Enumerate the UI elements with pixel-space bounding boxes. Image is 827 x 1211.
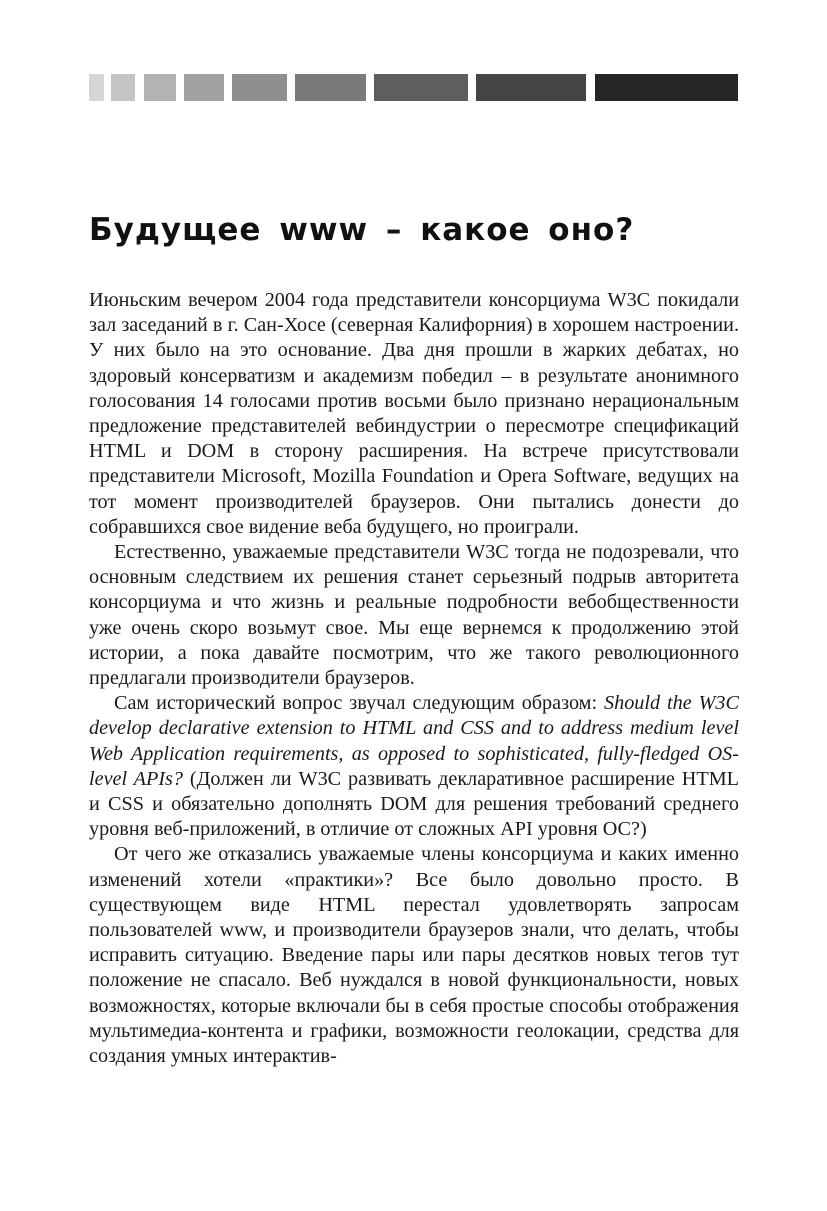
- decor-segment: [374, 74, 468, 101]
- paragraph: От чего же отказались уважаемые члены консорциума и каких именно изменений хотели «практики»? Все было довольно просто. В существующем виде HTML перестал удовлетворять запросам пользователей www, и производители браузеров знали, что делать, чтобы исправить ситуацию. Введение пары или пары десятков новых тегов тут положение не спасало. Веб нуждался в новой функциональности, новых возможностях, которые включали бы в себя простые способы отображения мультимедиа-контента и графики, возможности геолокации, средства для создания умных интерактив-: [89, 843, 739, 1068]
- decor-segment: [295, 74, 366, 101]
- paragraph: Естественно, уважаемые представители W3C тогда не подозревали, что основным следствием их решения станет серьезный подрыв авторитета консорциума и что жизнь и реальные подробности вебобщественности уже очень скоро возьмут свое. Мы еще вернемся к продолжению этой истории, а пока давайте посмотрим, что же такого революционного предлагали производители браузеров.: [89, 541, 739, 690]
- body-text: [89, 288, 739, 1069]
- decor-segment: [476, 74, 586, 101]
- paragraph: Июньским вечером 2004 года представители консорциума W3C покидали зал заседаний в г. Сан-Хосе (северная Калифорния) в хорошем настроении. У них было на это основание. Два дня прошли в жарких дебатах, но здоровый консерватизм и академизм победил – в результате анонимного голосования 14 голосами против восьми было признано нерациональным предложение представителей вебиндустрии о пересмотре спецификаций HTML и DOM в сторону расширения. На встрече присутствовали представители Microsoft, Mozilla Foundation и Opera Software, ведущих на тот момент производителей браузеров. Они пытались донести до собравшихся свое видение веба будущего, но проиграли.: [89, 289, 739, 538]
- decor-segment: [595, 74, 738, 101]
- decor-segment: [184, 74, 224, 101]
- paragraph-text: (Должен ли W3C развивать декларативное расширение HTML и CSS и обязательно дополнять DOM для решения требований среднего уровня веб-приложений, в отличие от сложных API уровня ОС?): [89, 767, 739, 841]
- decor-segment: [111, 74, 135, 101]
- decor-segment: [144, 74, 176, 101]
- chapter-title: Будущее www – какое оно?: [89, 212, 635, 248]
- decor-segment: [232, 74, 287, 101]
- decor-segment: [89, 74, 104, 101]
- paragraph: [89, 691, 739, 842]
- quoted-question: Should the W3C develop declarative extension to HTML and CSS and to address medium level Web Application requirements, as opposed to sophisticated, fully-fledged OS-level APIs?: [89, 692, 739, 790]
- paragraph-text: Сам исторический вопрос звучал следующим образом:: [114, 692, 604, 715]
